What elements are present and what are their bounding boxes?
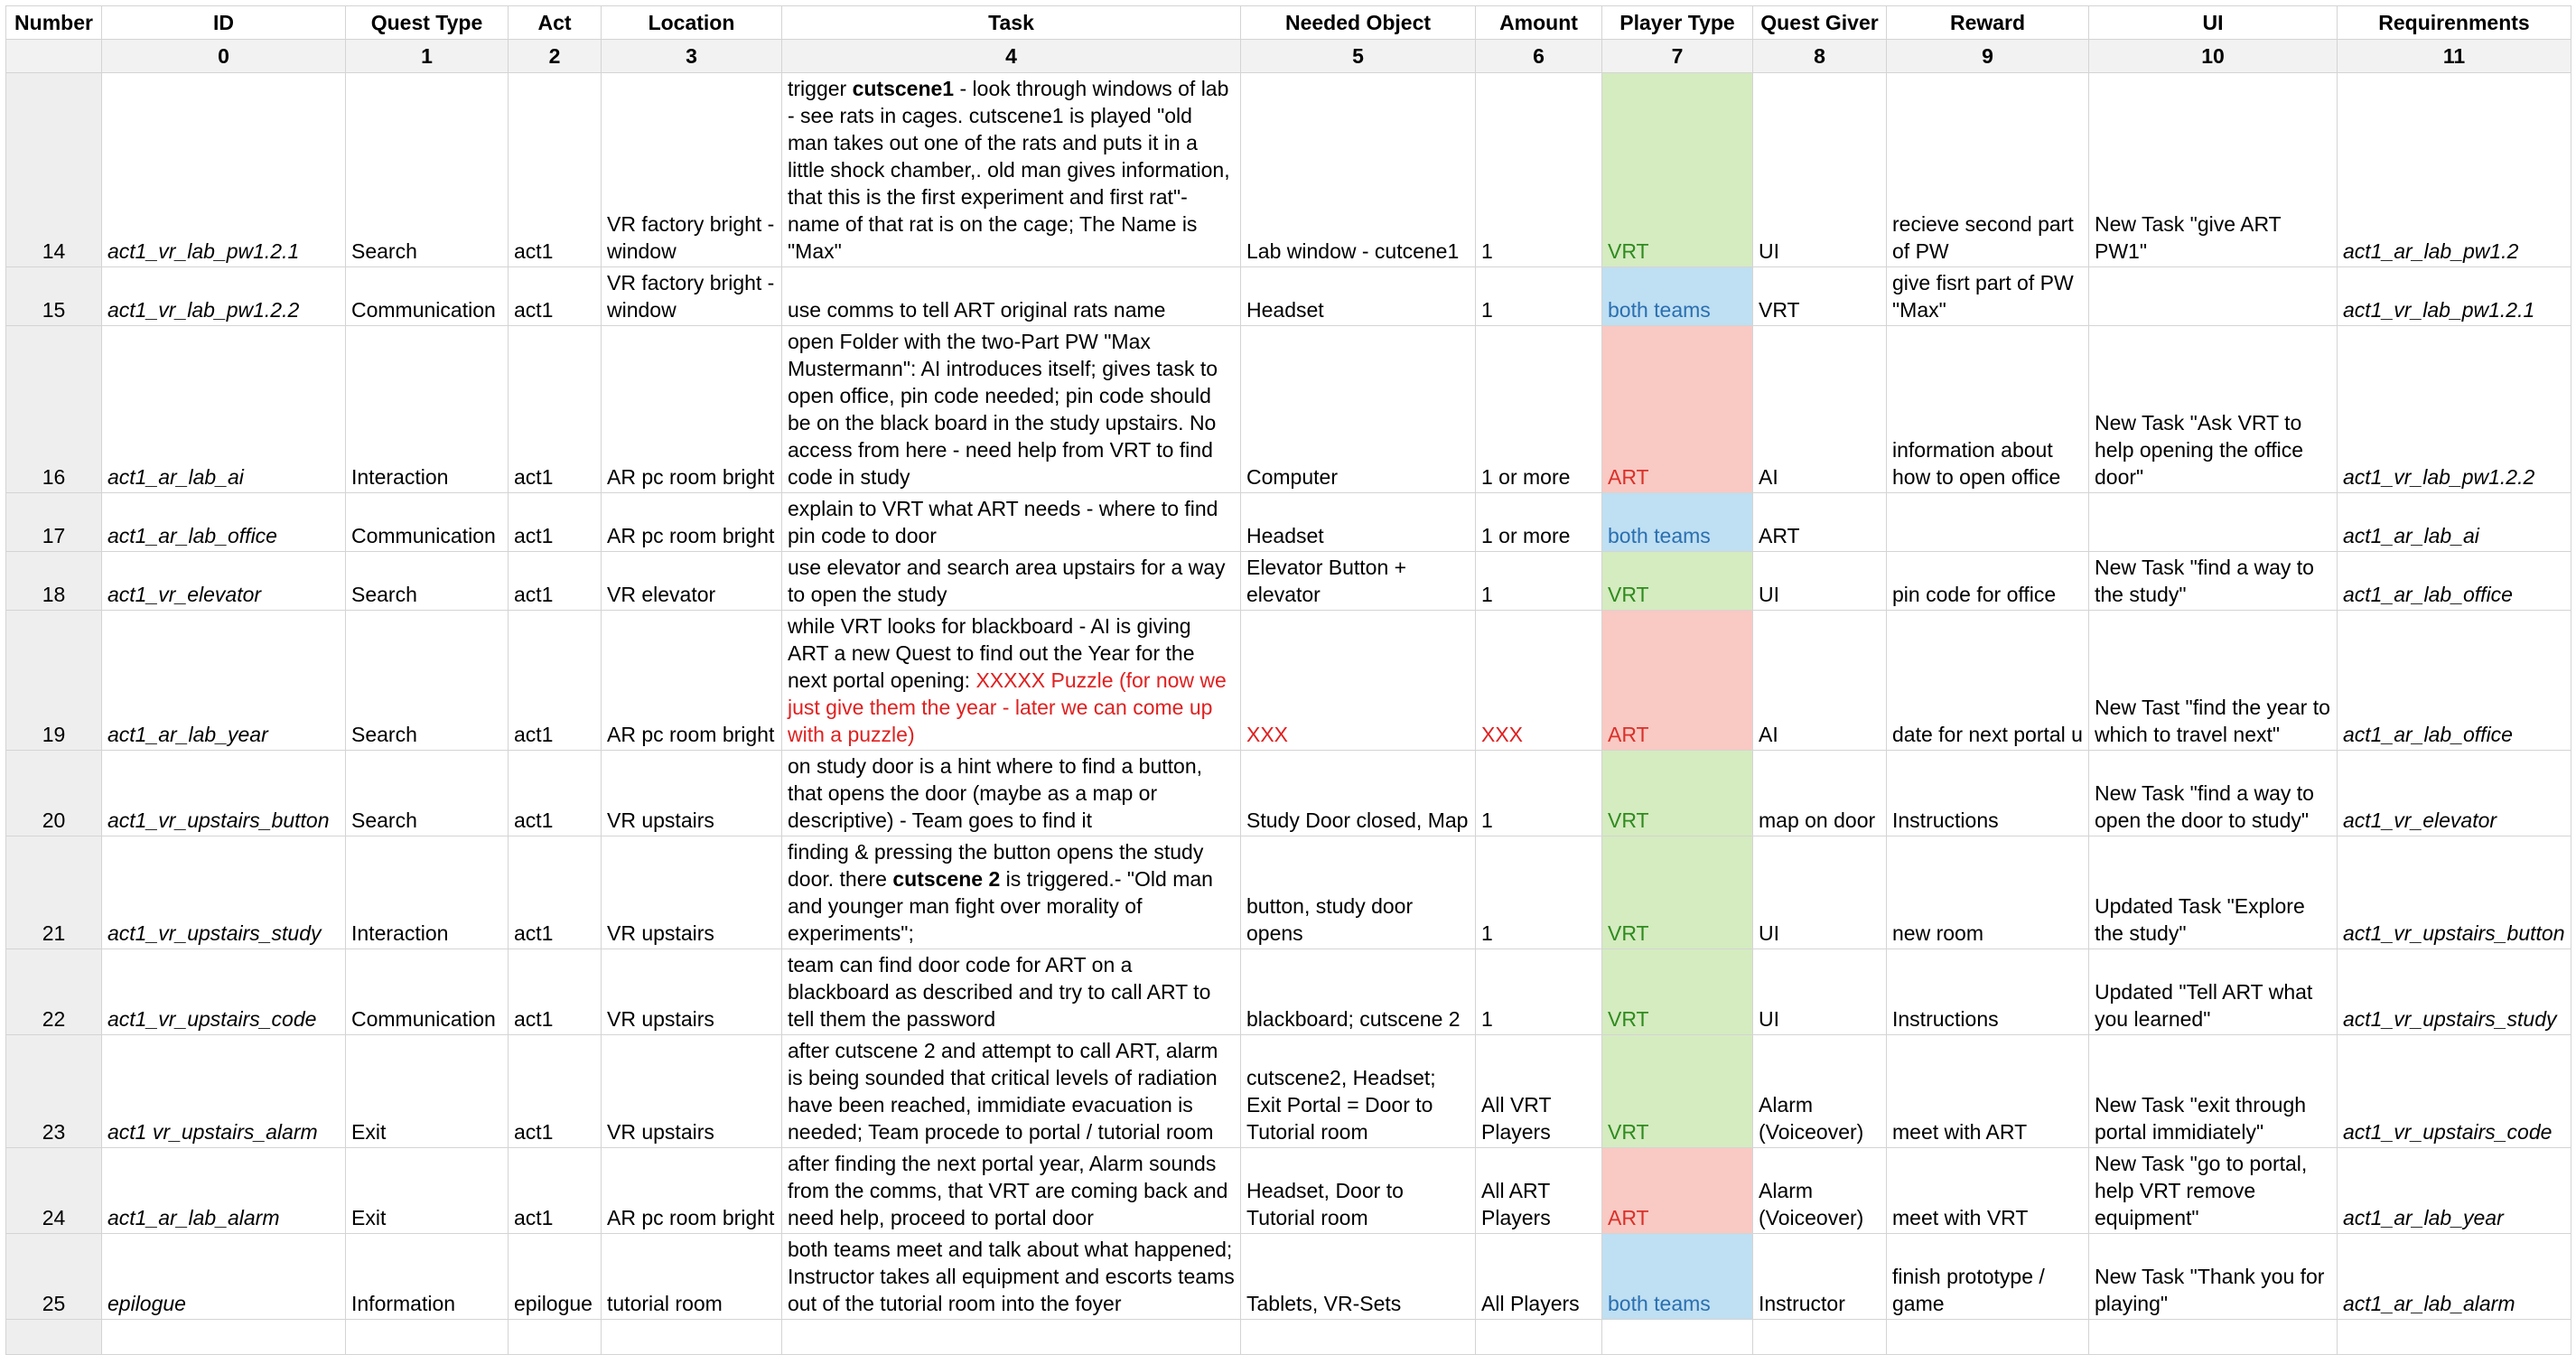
act-cell[interactable]: act1 <box>509 1035 602 1148</box>
needed-object-cell[interactable]: Headset <box>1241 493 1476 552</box>
requirements-cell[interactable]: act1_vr_lab_pw1.2.1 <box>2338 267 2571 326</box>
column-index[interactable]: 5 <box>1241 40 1476 73</box>
column-header[interactable]: Location <box>602 6 782 40</box>
player-type-cell[interactable]: both teams <box>1602 493 1753 552</box>
task-bold-text: cutscene1 <box>852 77 955 100</box>
location-cell[interactable]: VR upstairs <box>602 949 782 1035</box>
ui-cell[interactable] <box>2089 493 2338 552</box>
amount-cell[interactable]: 1 or more <box>1476 493 1602 552</box>
column-index[interactable]: 11 <box>2338 40 2571 73</box>
ui-cell[interactable]: New Task "Thank you for playing" <box>2089 1234 2338 1320</box>
table-row <box>6 1148 2571 1234</box>
empty-cell[interactable] <box>2338 1320 2571 1355</box>
ui-cell[interactable]: Updated "Tell ART what you learned" <box>2089 949 2338 1035</box>
requirements-cell[interactable]: act1_vr_elevator <box>2338 751 2571 836</box>
player-type-cell[interactable]: both teams <box>1602 1234 1753 1320</box>
column-header[interactable]: Quest Giver <box>1753 6 1887 40</box>
column-index-row <box>6 40 2571 73</box>
reward-cell[interactable]: date for next portal u <box>1887 611 2089 751</box>
needed-object-cell[interactable]: Computer <box>1241 326 1476 493</box>
row-number-cell[interactable]: 19 <box>6 611 102 751</box>
empty-cell[interactable] <box>1887 1320 2089 1355</box>
row-number-cell[interactable]: 21 <box>6 836 102 949</box>
task-text: trigger <box>788 77 853 100</box>
location-cell[interactable]: AR pc room bright <box>602 611 782 751</box>
quest-type-cell[interactable]: Search <box>346 552 509 611</box>
empty-cell[interactable] <box>782 1320 1241 1355</box>
quest-type-cell[interactable]: Communication <box>346 267 509 326</box>
location-cell[interactable]: VR factory bright - window <box>602 267 782 326</box>
table-row <box>6 1035 2571 1148</box>
id-cell[interactable]: act1_vr_lab_pw1.2.2 <box>102 267 346 326</box>
column-index[interactable]: 8 <box>1753 40 1887 73</box>
table-row <box>6 73 2571 267</box>
corner-cell[interactable] <box>6 40 102 73</box>
table-row <box>6 552 2571 611</box>
quest-giver-cell[interactable]: Alarm (Voiceover) <box>1753 1035 1887 1148</box>
location-cell[interactable]: AR pc room bright <box>602 493 782 552</box>
requirements-cell[interactable]: act1_ar_lab_alarm <box>2338 1234 2571 1320</box>
reward-cell[interactable]: Instructions <box>1887 751 2089 836</box>
needed-object-cell[interactable]: Study Door closed, Map <box>1241 751 1476 836</box>
empty-cell[interactable] <box>1753 1320 1887 1355</box>
id-cell[interactable]: act1_vr_elevator <box>102 552 346 611</box>
table-row <box>6 267 2571 326</box>
act-cell[interactable]: epilogue <box>509 1234 602 1320</box>
id-cell[interactable]: act1_vr_lab_pw1.2.1 <box>102 73 346 267</box>
column-header-row <box>6 6 2571 40</box>
column-index[interactable]: 7 <box>1602 40 1753 73</box>
amount-cell[interactable]: All Players <box>1476 1234 1602 1320</box>
reward-cell[interactable]: finish prototype / game <box>1887 1234 2089 1320</box>
act-cell[interactable]: act1 <box>509 836 602 949</box>
quest-giver-cell[interactable]: AI <box>1753 611 1887 751</box>
player-type-cell[interactable]: VRT <box>1602 552 1753 611</box>
column-index[interactable]: 4 <box>782 40 1241 73</box>
reward-cell[interactable]: Instructions <box>1887 949 2089 1035</box>
column-index[interactable]: 9 <box>1887 40 2089 73</box>
task-cell[interactable]: team can find door code for ART on a blackboard as described and try to call ART to tell them the password <box>782 949 1241 1035</box>
task-cell[interactable]: after finding the next portal year, Alarm sounds from the comms, that VRT are coming back and need help, proceed to portal door <box>782 1148 1241 1234</box>
player-type-cell[interactable]: VRT <box>1602 73 1753 267</box>
column-header[interactable]: Player Type <box>1602 6 1753 40</box>
act-cell[interactable]: act1 <box>509 949 602 1035</box>
act-cell[interactable]: act1 <box>509 552 602 611</box>
table-row <box>6 751 2571 836</box>
quest-giver-cell[interactable]: VRT <box>1753 267 1887 326</box>
player-type-cell[interactable]: ART <box>1602 1148 1753 1234</box>
quest-giver-cell[interactable]: UI <box>1753 552 1887 611</box>
row-number-cell[interactable]: 22 <box>6 949 102 1035</box>
needed-object-cell[interactable]: XXX <box>1241 611 1476 751</box>
column-header[interactable]: Number <box>6 6 102 40</box>
player-type-cell[interactable]: VRT <box>1602 836 1753 949</box>
table-row <box>6 1234 2571 1320</box>
row-number-cell[interactable]: 23 <box>6 1035 102 1148</box>
quest-type-cell[interactable]: Search <box>346 611 509 751</box>
column-index[interactable]: 1 <box>346 40 509 73</box>
quest-type-cell[interactable]: Exit <box>346 1035 509 1148</box>
empty-cell[interactable] <box>346 1320 509 1355</box>
player-type-cell[interactable]: VRT <box>1602 751 1753 836</box>
player-type-cell[interactable]: ART <box>1602 326 1753 493</box>
act-cell[interactable]: act1 <box>509 326 602 493</box>
player-type-cell[interactable]: ART <box>1602 611 1753 751</box>
row-number-cell[interactable]: 20 <box>6 751 102 836</box>
requirements-cell[interactable]: act1_vr_lab_pw1.2.2 <box>2338 326 2571 493</box>
empty-cell[interactable] <box>1602 1320 1753 1355</box>
column-header[interactable]: Act <box>509 6 602 40</box>
amount-cell[interactable]: 1 <box>1476 73 1602 267</box>
amount-cell[interactable]: XXX <box>1476 611 1602 751</box>
reward-cell[interactable]: pin code for office <box>1887 552 2089 611</box>
task-cell[interactable] <box>782 73 1241 267</box>
requirements-cell[interactable]: act1_vr_upstairs_button <box>2338 836 2571 949</box>
column-index[interactable]: 2 <box>509 40 602 73</box>
quest-type-cell[interactable]: Communication <box>346 493 509 552</box>
quest-type-cell[interactable]: Exit <box>346 1148 509 1234</box>
task-cell[interactable]: on study door is a hint where to find a button, that opens the door (maybe as a map or descriptive) - Team goes to find it <box>782 751 1241 836</box>
column-index[interactable]: 3 <box>602 40 782 73</box>
amount-cell[interactable]: 1 <box>1476 949 1602 1035</box>
location-cell[interactable]: VR upstairs <box>602 836 782 949</box>
reward-cell[interactable] <box>1887 493 2089 552</box>
quest-giver-cell[interactable]: UI <box>1753 949 1887 1035</box>
reward-cell[interactable]: meet with ART <box>1887 1035 2089 1148</box>
column-header[interactable]: Task <box>782 6 1241 40</box>
quest-giver-cell[interactable]: Alarm (Voiceover) <box>1753 1148 1887 1234</box>
location-cell[interactable]: VR elevator <box>602 552 782 611</box>
empty-cell[interactable] <box>1476 1320 1602 1355</box>
table-row <box>6 949 2571 1035</box>
empty-cell[interactable] <box>602 1320 782 1355</box>
needed-object-cell[interactable]: Lab window - cutcene1 <box>1241 73 1476 267</box>
act-cell[interactable]: act1 <box>509 751 602 836</box>
quest-type-cell[interactable]: Information <box>346 1234 509 1320</box>
amount-cell[interactable]: 1 <box>1476 267 1602 326</box>
row-number-cell[interactable]: 18 <box>6 552 102 611</box>
id-cell[interactable]: act1_vr_upstairs_code <box>102 949 346 1035</box>
player-type-cell[interactable]: VRT <box>1602 1035 1753 1148</box>
requirements-cell[interactable]: act1_ar_lab_office <box>2338 552 2571 611</box>
quest-type-cell[interactable]: Search <box>346 73 509 267</box>
empty-cell[interactable] <box>2089 1320 2338 1355</box>
empty-cell[interactable] <box>509 1320 602 1355</box>
requirements-cell[interactable]: act1_ar_lab_year <box>2338 1148 2571 1234</box>
ui-cell[interactable]: Updated Task "Explore the study" <box>2089 836 2338 949</box>
ui-cell[interactable]: New Task "go to portal, help VRT remove equipment" <box>2089 1148 2338 1234</box>
location-cell[interactable]: VR upstairs <box>602 1035 782 1148</box>
player-type-cell[interactable]: both teams <box>1602 267 1753 326</box>
amount-cell[interactable]: 1 <box>1476 751 1602 836</box>
table-row <box>6 836 2571 949</box>
empty-row <box>6 1320 2571 1355</box>
ui-cell[interactable]: New Task "find a way to open the door to study" <box>2089 751 2338 836</box>
act-cell[interactable]: act1 <box>509 267 602 326</box>
task-cell[interactable] <box>782 611 1241 751</box>
row-number-cell[interactable]: 24 <box>6 1148 102 1234</box>
id-cell[interactable]: act1 vr_upstairs_alarm <box>102 1035 346 1148</box>
needed-object-cell[interactable]: Headset, Door to Tutorial room <box>1241 1148 1476 1234</box>
amount-cell[interactable]: 1 <box>1476 836 1602 949</box>
quest-type-cell[interactable]: Interaction <box>346 836 509 949</box>
task-text: is triggered.- "Old man and younger man fight over morality of experiments"; <box>788 867 1213 945</box>
reward-cell[interactable]: recieve second part of PW <box>1887 73 2089 267</box>
row-number-cell[interactable]: 14 <box>6 73 102 267</box>
id-cell[interactable]: act1_ar_lab_ai <box>102 326 346 493</box>
needed-object-cell[interactable]: cutscene2, Headset; Exit Portal = Door to Tutorial room <box>1241 1035 1476 1148</box>
amount-cell[interactable]: 1 or more <box>1476 326 1602 493</box>
task-cell[interactable]: after cutscene 2 and attempt to call ART, alarm is being sounded that critical levels of radiation have been reached, immidiate evacuation is needed; Team procede to portal / tutorial room <box>782 1035 1241 1148</box>
reward-cell[interactable]: give fisrt part of PW "Max" <box>1887 267 2089 326</box>
table-row <box>6 611 2571 751</box>
task-cell[interactable]: open Folder with the two-Part PW "Max Mustermann": AI introduces itself; gives task to open office, pin code needed; pin code should be on the black board in the study upstairs. No access from here - need help from VRT to find code in study <box>782 326 1241 493</box>
amount-cell[interactable]: All VRT Players <box>1476 1035 1602 1148</box>
needed-object-cell[interactable]: button, study door opens <box>1241 836 1476 949</box>
table-row <box>6 326 2571 493</box>
reward-cell[interactable]: meet with VRT <box>1887 1148 2089 1234</box>
requirements-cell[interactable]: act1_vr_upstairs_study <box>2338 949 2571 1035</box>
task-text: - look through windows of lab - see rats in cages. cutscene1 is played "old man takes out one of the rats and puts it in a little shock chamber,. old man gives information, that this is the first experiment and first rat"- name of that rat is on the cage; The Name is "Max" <box>788 77 1230 263</box>
ui-cell[interactable]: New Task "find a way to the study" <box>2089 552 2338 611</box>
needed-object-cell[interactable]: Headset <box>1241 267 1476 326</box>
ui-cell[interactable]: New Task "give ART PW1" <box>2089 73 2338 267</box>
ui-cell[interactable]: New Task "Ask VRT to help opening the office door" <box>2089 326 2338 493</box>
task-highlight-text: XXXXX Puzzle (for now we just give them the year - later we can come up with a puzzle) <box>788 668 1227 746</box>
task-cell[interactable] <box>782 836 1241 949</box>
location-cell[interactable]: VR upstairs <box>602 751 782 836</box>
table-row <box>6 493 2571 552</box>
location-cell[interactable]: tutorial room <box>602 1234 782 1320</box>
amount-cell[interactable]: 1 <box>1476 552 1602 611</box>
quest-giver-cell[interactable]: map on door <box>1753 751 1887 836</box>
reward-cell[interactable]: new room <box>1887 836 2089 949</box>
needed-object-cell[interactable]: Elevator Button + elevator <box>1241 552 1476 611</box>
quest-giver-cell[interactable]: UI <box>1753 836 1887 949</box>
id-cell[interactable]: act1_ar_lab_alarm <box>102 1148 346 1234</box>
column-header[interactable]: Reward <box>1887 6 2089 40</box>
column-header[interactable]: UI <box>2089 6 2338 40</box>
quest-type-cell[interactable]: Search <box>346 751 509 836</box>
ui-cell[interactable]: New Task "exit through portal immidiately" <box>2089 1035 2338 1148</box>
column-index[interactable]: 10 <box>2089 40 2338 73</box>
quest-giver-cell[interactable]: Instructor <box>1753 1234 1887 1320</box>
column-header[interactable]: Amount <box>1476 6 1602 40</box>
id-cell[interactable]: epilogue <box>102 1234 346 1320</box>
act-cell[interactable]: act1 <box>509 611 602 751</box>
row-number-cell[interactable]: 17 <box>6 493 102 552</box>
act-cell[interactable]: act1 <box>509 493 602 552</box>
row-number-cell[interactable]: 15 <box>6 267 102 326</box>
id-cell[interactable]: act1_ar_lab_year <box>102 611 346 751</box>
column-index[interactable]: 6 <box>1476 40 1602 73</box>
task-cell[interactable]: use elevator and search area upstairs for a way to open the study <box>782 552 1241 611</box>
requirements-cell[interactable]: act1_ar_lab_office <box>2338 611 2571 751</box>
requirements-cell[interactable]: act1_vr_upstairs_code <box>2338 1035 2571 1148</box>
task-bold-text: cutscene 2 <box>892 867 1001 891</box>
column-header[interactable]: ID <box>102 6 346 40</box>
empty-cell[interactable] <box>102 1320 346 1355</box>
task-text: finding & pressing the button opens the study door. there <box>788 840 1204 891</box>
player-type-cell[interactable]: VRT <box>1602 949 1753 1035</box>
amount-cell[interactable]: All ART Players <box>1476 1148 1602 1234</box>
ui-cell[interactable] <box>2089 267 2338 326</box>
requirements-cell[interactable]: act1_ar_lab_pw1.2 <box>2338 73 2571 267</box>
quest-type-cell[interactable]: Interaction <box>346 326 509 493</box>
task-text: while VRT looks for blackboard - AI is giving ART a new Quest to find out the Year for the next portal opening: <box>788 614 1195 692</box>
row-number-cell[interactable]: 25 <box>6 1234 102 1320</box>
reward-cell[interactable]: information about how to open office <box>1887 326 2089 493</box>
needed-object-cell[interactable]: Tablets, VR-Sets <box>1241 1234 1476 1320</box>
task-cell[interactable]: both teams meet and talk about what happened; Instructor takes all equipment and escorts teams out of the tutorial room into the foyer <box>782 1234 1241 1320</box>
id-cell[interactable]: act1_vr_upstairs_study <box>102 836 346 949</box>
requirements-cell[interactable]: act1_ar_lab_ai <box>2338 493 2571 552</box>
column-header[interactable]: Needed Object <box>1241 6 1476 40</box>
empty-cell[interactable] <box>1241 1320 1476 1355</box>
task-cell[interactable]: explain to VRT what ART needs - where to find pin code to door <box>782 493 1241 552</box>
quest-spreadsheet <box>5 5 2571 1355</box>
row-number-cell[interactable] <box>6 1320 102 1355</box>
column-header[interactable]: Quest Type <box>346 6 509 40</box>
act-cell[interactable]: act1 <box>509 1148 602 1234</box>
ui-cell[interactable]: New Tast "find the year to which to travel next" <box>2089 611 2338 751</box>
quest-type-cell[interactable]: Communication <box>346 949 509 1035</box>
id-cell[interactable]: act1_vr_upstairs_button <box>102 751 346 836</box>
location-cell[interactable]: AR pc room bright <box>602 1148 782 1234</box>
row-number-cell[interactable]: 16 <box>6 326 102 493</box>
column-header[interactable]: Requirenments <box>2338 6 2571 40</box>
task-cell[interactable]: use comms to tell ART original rats name <box>782 267 1241 326</box>
quest-giver-cell[interactable]: AI <box>1753 326 1887 493</box>
column-index[interactable]: 0 <box>102 40 346 73</box>
location-cell[interactable]: AR pc room bright <box>602 326 782 493</box>
needed-object-cell[interactable]: blackboard; cutscene 2 <box>1241 949 1476 1035</box>
id-cell[interactable]: act1_ar_lab_office <box>102 493 346 552</box>
location-cell[interactable]: VR factory bright - window <box>602 73 782 267</box>
quest-giver-cell[interactable]: UI <box>1753 73 1887 267</box>
quest-giver-cell[interactable]: ART <box>1753 493 1887 552</box>
act-cell[interactable]: act1 <box>509 73 602 267</box>
